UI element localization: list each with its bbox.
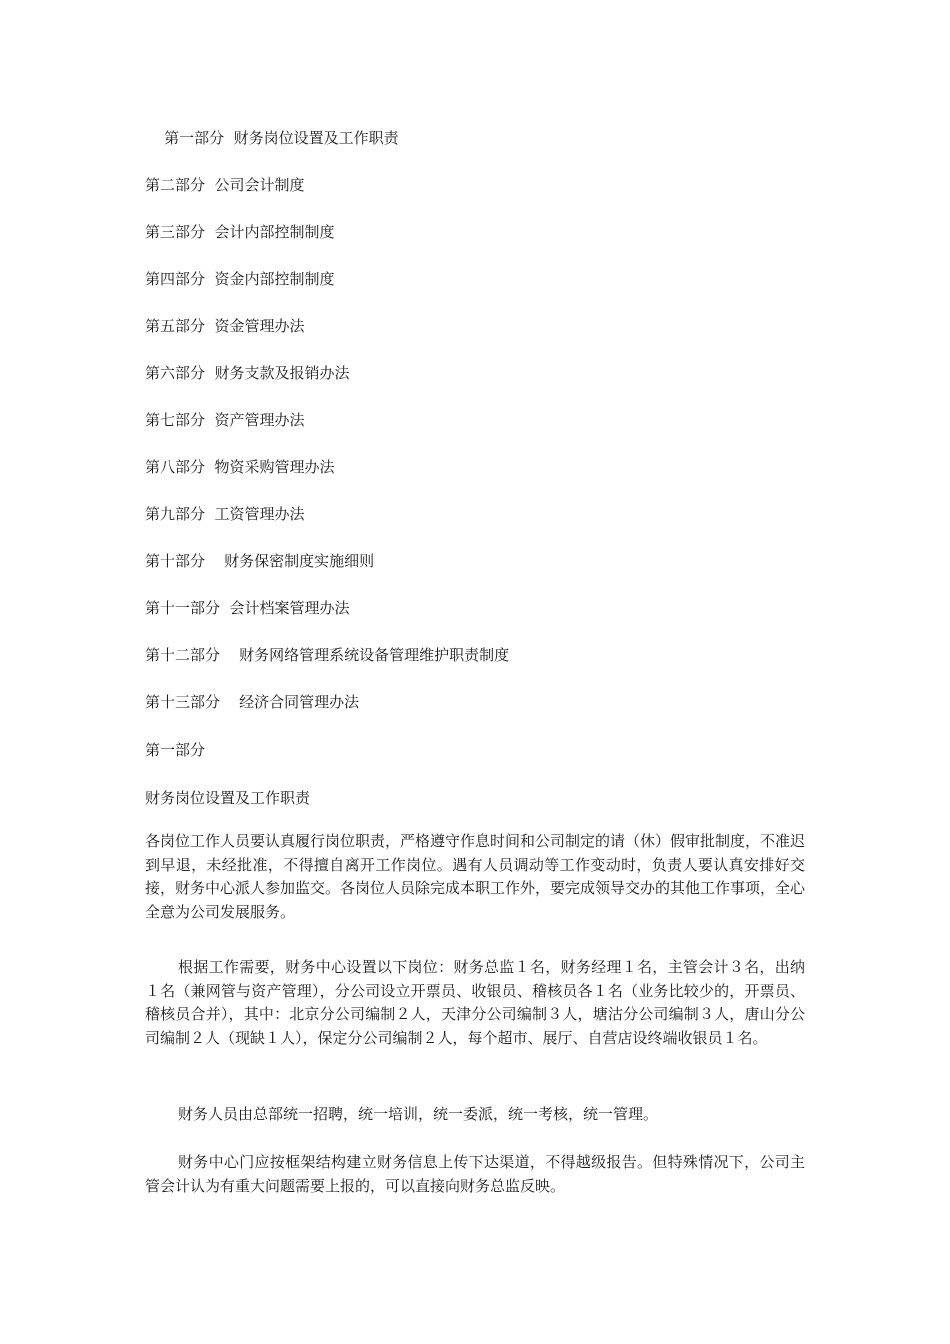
toc-line: 第十一部分 会计档案管理办法 xyxy=(145,599,350,617)
toc-line: 第八部分 物资采购管理办法 xyxy=(145,458,335,476)
toc-line: 第十部分 财务保密制度实施细则 xyxy=(145,552,375,570)
section-part-label: 第一部分 xyxy=(145,741,206,759)
toc-line: 第九部分 工资管理办法 xyxy=(145,505,305,523)
toc-line: 第三部分 会计内部控制制度 xyxy=(145,223,335,241)
toc-line: 第十二部分 财务网络管理系统设备管理维护职责制度 xyxy=(145,646,510,664)
toc-line: 第十三部分 经济合同管理办法 xyxy=(145,693,360,711)
section-title: 财务岗位设置及工作职责 xyxy=(145,789,311,807)
body-paragraph: 财务中心门应按框架结构建立财务信息上传下达渠道，不得越级报告。但特殊情况下，公司主管会计认为有重大问题需要上报的，可以直接向财务总监反映。 xyxy=(145,1153,805,1195)
toc-line: 第六部分 财务支款及报销办法 xyxy=(145,364,350,382)
toc-line: 第二部分 公司会计制度 xyxy=(145,176,305,194)
body-paragraph: 财务人员由总部统一招聘，统一培训，统一委派，统一考核，统一管理。 xyxy=(178,1105,659,1123)
toc-line: 第七部分 资产管理办法 xyxy=(145,411,305,429)
body-paragraph: 根据工作需要，财务中心设置以下岗位：财务总监１名，财务经理１名，主管会计３名，出纳１名（兼网管与资产管理），分公司设立开票员、收银员、稽核员各１名（业务比较少的，开票员、稽核员合并），其中：北京分公司编制２人，天津分公司编制３人，塘沽分公司编制３人，唐山分公司编制２人（现缺１人），保定分公司编制２人，每个超市、展厅、自营店设终端收银员１名。 xyxy=(145,958,805,1047)
toc-line: 第四部分 资金内部控制制度 xyxy=(145,270,335,288)
body-paragraph: 各岗位工作人员要认真履行岗位职责，严格遵守作息时间和公司制定的请（休）假审批制度，不准迟到早退，未经批准，不得擅自离开工作岗位。遇有人员调动等工作变动时，负责人要认真安排好交接，财务中心派人参加监交。各岗位人员除完成本职工作外，要完成领导交办的其他工作事项，全心全意为公司发展服务。 xyxy=(145,832,806,921)
toc-line: 第一部分 财务岗位设置及工作职责 xyxy=(145,129,399,147)
toc-line: 第五部分 资金管理办法 xyxy=(145,317,305,335)
